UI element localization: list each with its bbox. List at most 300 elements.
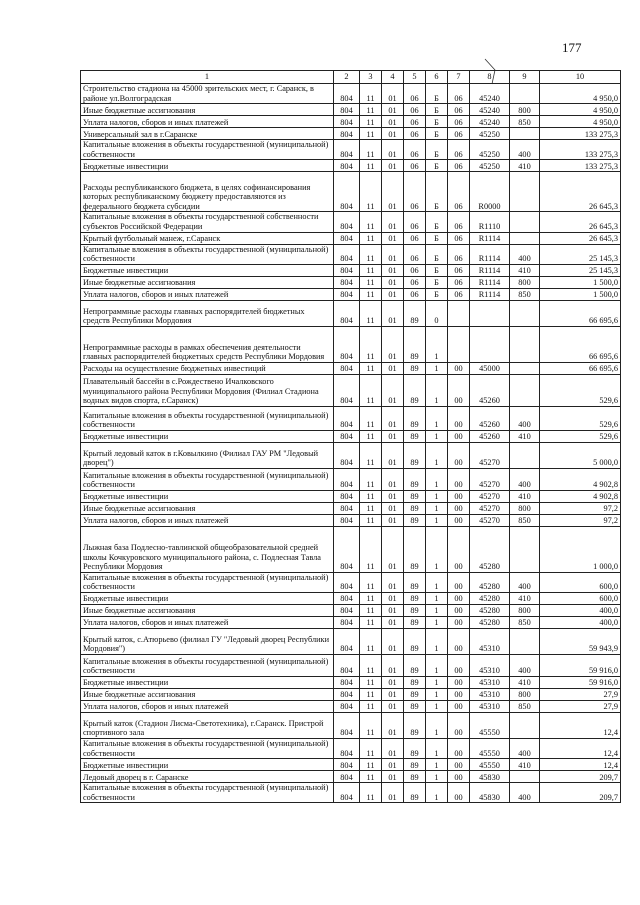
column-header: 7 xyxy=(448,71,470,84)
item-name-cell: Уплата налогов, сборов и иных платежей xyxy=(81,616,334,628)
table-row xyxy=(81,468,621,490)
table-row xyxy=(81,172,621,212)
item-name-cell: Иные бюджетные ассигнования xyxy=(81,502,334,514)
table-row xyxy=(81,140,621,160)
direction-code-cell: 45550 xyxy=(470,759,510,771)
event-code-cell: 00 xyxy=(448,616,470,628)
table-row xyxy=(81,244,621,264)
item-name-cell: Уплата налогов, сборов и иных платежей xyxy=(81,288,334,300)
section-code-cell: 11 xyxy=(360,406,382,430)
subsection-code-cell: 01 xyxy=(382,592,404,604)
direction-code-cell: 45310 xyxy=(470,688,510,700)
subsection-code-cell: 01 xyxy=(382,783,404,803)
amount-cell: 4 950,0 xyxy=(540,104,621,116)
direction-code-cell: R1114 xyxy=(470,276,510,288)
subsection-code-cell: 01 xyxy=(382,244,404,264)
subprogram-code-cell: 1 xyxy=(426,783,448,803)
event-code-cell: 06 xyxy=(448,288,470,300)
expense-type-cell xyxy=(510,172,540,212)
item-name-cell: Бюджетные инвестиции xyxy=(81,160,334,172)
amount-cell: 25 145,3 xyxy=(540,244,621,264)
column-header: 2 xyxy=(334,71,360,84)
amount-cell: 12,4 xyxy=(540,738,621,758)
subprogram-code-cell: 1 xyxy=(426,572,448,592)
program-code-cell: 89 xyxy=(404,712,426,738)
page-number: 177 xyxy=(562,40,582,55)
event-code-cell: 00 xyxy=(448,406,470,430)
item-name-cell: Капитальные вложения в объекты государственной (муниципальной) собственности xyxy=(81,738,334,758)
subsection-code-cell: 01 xyxy=(382,172,404,212)
expense-type-cell xyxy=(510,526,540,572)
subsection-code-cell: 01 xyxy=(382,490,404,502)
expense-type-cell: 400 xyxy=(510,783,540,803)
expense-type-cell: 850 xyxy=(510,616,540,628)
section-code-cell: 11 xyxy=(360,160,382,172)
subprogram-code-cell: 1 xyxy=(426,362,448,374)
subsection-code-cell: 01 xyxy=(382,759,404,771)
subsection-code-cell: 01 xyxy=(382,374,404,406)
table-row xyxy=(81,783,621,803)
section-code-cell: 11 xyxy=(360,700,382,712)
program-code-cell: 06 xyxy=(404,276,426,288)
subsection-code-cell: 01 xyxy=(382,628,404,654)
event-code-cell: 00 xyxy=(448,738,470,758)
item-name-cell: Уплата налогов, сборов и иных платежей xyxy=(81,116,334,128)
direction-code-cell: 45260 xyxy=(470,430,510,442)
ministry-code-cell: 804 xyxy=(334,104,360,116)
amount-cell: 133 275,3 xyxy=(540,128,621,140)
budget-table xyxy=(80,70,621,803)
ministry-code-cell: 804 xyxy=(334,232,360,244)
expense-type-cell: 400 xyxy=(510,244,540,264)
program-code-cell: 06 xyxy=(404,172,426,212)
ministry-code-cell: 804 xyxy=(334,442,360,468)
ministry-code-cell: 804 xyxy=(334,526,360,572)
program-code-cell: 89 xyxy=(404,430,426,442)
subprogram-code-cell: Б xyxy=(426,128,448,140)
section-code-cell: 11 xyxy=(360,84,382,104)
section-code-cell: 11 xyxy=(360,502,382,514)
amount-cell: 400,0 xyxy=(540,616,621,628)
ministry-code-cell: 804 xyxy=(334,738,360,758)
ministry-code-cell: 804 xyxy=(334,264,360,276)
table-header-row xyxy=(81,71,621,84)
event-code-cell: 00 xyxy=(448,490,470,502)
event-code-cell: 00 xyxy=(448,572,470,592)
program-code-cell: 89 xyxy=(404,514,426,526)
amount-cell: 27,9 xyxy=(540,700,621,712)
event-code-cell: 00 xyxy=(448,502,470,514)
program-code-cell: 89 xyxy=(404,374,426,406)
section-code-cell: 11 xyxy=(360,604,382,616)
subsection-code-cell: 01 xyxy=(382,442,404,468)
table-row xyxy=(81,738,621,758)
item-name-cell: Уплата налогов, сборов и иных платежей xyxy=(81,700,334,712)
section-code-cell: 11 xyxy=(360,759,382,771)
direction-code-cell: 45280 xyxy=(470,592,510,604)
subsection-code-cell: 01 xyxy=(382,514,404,526)
table-row xyxy=(81,688,621,700)
ministry-code-cell: 804 xyxy=(334,160,360,172)
subprogram-code-cell: Б xyxy=(426,84,448,104)
subsection-code-cell: 01 xyxy=(382,116,404,128)
direction-code-cell: R1114 xyxy=(470,232,510,244)
ministry-code-cell: 804 xyxy=(334,616,360,628)
expense-type-cell: 800 xyxy=(510,502,540,514)
section-code-cell: 11 xyxy=(360,264,382,276)
ministry-code-cell: 804 xyxy=(334,592,360,604)
program-code-cell: 06 xyxy=(404,116,426,128)
item-name-cell: Иные бюджетные ассигнования xyxy=(81,276,334,288)
amount-cell: 133 275,3 xyxy=(540,160,621,172)
amount-cell: 1 500,0 xyxy=(540,276,621,288)
section-code-cell: 11 xyxy=(360,244,382,264)
event-code-cell: 00 xyxy=(448,783,470,803)
item-name-cell: Бюджетные инвестиции xyxy=(81,430,334,442)
section-code-cell: 11 xyxy=(360,688,382,700)
direction-code-cell: 45270 xyxy=(470,442,510,468)
amount-cell: 4 902,8 xyxy=(540,490,621,502)
section-code-cell: 11 xyxy=(360,116,382,128)
expense-type-cell xyxy=(510,326,540,362)
subsection-code-cell: 01 xyxy=(382,300,404,326)
event-code-cell: 06 xyxy=(448,116,470,128)
program-code-cell: 89 xyxy=(404,572,426,592)
subprogram-code-cell: Б xyxy=(426,116,448,128)
table-row xyxy=(81,572,621,592)
program-code-cell: 89 xyxy=(404,616,426,628)
section-code-cell: 11 xyxy=(360,738,382,758)
section-code-cell: 11 xyxy=(360,628,382,654)
amount-cell: 97,2 xyxy=(540,514,621,526)
expense-type-cell: 800 xyxy=(510,604,540,616)
subprogram-code-cell: 1 xyxy=(426,468,448,490)
expense-type-cell: 410 xyxy=(510,490,540,502)
direction-code-cell: R1114 xyxy=(470,244,510,264)
section-code-cell: 11 xyxy=(360,288,382,300)
ministry-code-cell: 804 xyxy=(334,604,360,616)
subprogram-code-cell: 1 xyxy=(426,502,448,514)
direction-code-cell: 45270 xyxy=(470,468,510,490)
amount-cell: 529,6 xyxy=(540,406,621,430)
subprogram-code-cell: 1 xyxy=(426,654,448,676)
table-row xyxy=(81,759,621,771)
amount-cell: 59 943,9 xyxy=(540,628,621,654)
expense-type-cell xyxy=(510,374,540,406)
direction-code-cell: 45310 xyxy=(470,654,510,676)
expense-type-cell: 850 xyxy=(510,116,540,128)
item-name-cell: Расходы республиканского бюджета, в целях софинансирования которых республиканскому бюджету предоставляются из федерального бюджета субсидии xyxy=(81,172,334,212)
subprogram-code-cell: Б xyxy=(426,276,448,288)
amount-cell: 66 695,6 xyxy=(540,326,621,362)
section-code-cell: 11 xyxy=(360,490,382,502)
expense-type-cell xyxy=(510,232,540,244)
subprogram-code-cell: 1 xyxy=(426,688,448,700)
table-row xyxy=(81,676,621,688)
item-name-cell: Строительство стадиона на 45000 зрительских мест, г. Саранск, в районе ул.Волгоградская xyxy=(81,84,334,104)
direction-code-cell: 45270 xyxy=(470,490,510,502)
section-code-cell: 11 xyxy=(360,712,382,738)
ministry-code-cell: 804 xyxy=(334,288,360,300)
section-code-cell: 11 xyxy=(360,654,382,676)
program-code-cell: 89 xyxy=(404,442,426,468)
amount-cell: 529,6 xyxy=(540,430,621,442)
event-code-cell: 00 xyxy=(448,654,470,676)
program-code-cell: 89 xyxy=(404,676,426,688)
table-row xyxy=(81,592,621,604)
event-code-cell: 00 xyxy=(448,759,470,771)
direction-code-cell: 45280 xyxy=(470,604,510,616)
ministry-code-cell: 804 xyxy=(334,374,360,406)
event-code-cell: 06 xyxy=(448,84,470,104)
column-header: 1 xyxy=(81,71,334,84)
section-code-cell: 11 xyxy=(360,104,382,116)
direction-code-cell: 45270 xyxy=(470,502,510,514)
expense-type-cell: 410 xyxy=(510,592,540,604)
direction-code-cell: 45250 xyxy=(470,128,510,140)
subsection-code-cell: 01 xyxy=(382,84,404,104)
subprogram-code-cell: Б xyxy=(426,160,448,172)
section-code-cell: 11 xyxy=(360,276,382,288)
direction-code-cell: 45000 xyxy=(470,362,510,374)
program-code-cell: 89 xyxy=(404,502,426,514)
event-code-cell: 00 xyxy=(448,514,470,526)
table-row xyxy=(81,526,621,572)
subsection-code-cell: 01 xyxy=(382,712,404,738)
table-row xyxy=(81,628,621,654)
subsection-code-cell: 01 xyxy=(382,406,404,430)
event-code-cell: 06 xyxy=(448,264,470,276)
column-header: 9 xyxy=(510,71,540,84)
direction-code-cell: 45280 xyxy=(470,616,510,628)
event-code-cell: 06 xyxy=(448,128,470,140)
table-row xyxy=(81,654,621,676)
subsection-code-cell: 01 xyxy=(382,140,404,160)
table-body xyxy=(81,84,621,803)
expense-type-cell: 850 xyxy=(510,288,540,300)
ministry-code-cell: 804 xyxy=(334,771,360,783)
table-row xyxy=(81,406,621,430)
amount-cell: 26 645,3 xyxy=(540,212,621,232)
section-code-cell: 11 xyxy=(360,771,382,783)
program-code-cell: 89 xyxy=(404,771,426,783)
ministry-code-cell: 804 xyxy=(334,712,360,738)
event-code-cell: 06 xyxy=(448,160,470,172)
item-name-cell: Бюджетные инвестиции xyxy=(81,264,334,276)
table-row xyxy=(81,430,621,442)
expense-type-cell: 410 xyxy=(510,264,540,276)
event-code-cell: 06 xyxy=(448,172,470,212)
program-code-cell: 89 xyxy=(404,688,426,700)
subsection-code-cell: 01 xyxy=(382,616,404,628)
amount-cell: 4 902,8 xyxy=(540,468,621,490)
amount-cell: 27,9 xyxy=(540,688,621,700)
subprogram-code-cell: Б xyxy=(426,232,448,244)
direction-code-cell: 45240 xyxy=(470,116,510,128)
amount-cell: 97,2 xyxy=(540,502,621,514)
direction-code-cell: 45250 xyxy=(470,160,510,172)
program-code-cell: 89 xyxy=(404,490,426,502)
ministry-code-cell: 804 xyxy=(334,140,360,160)
subsection-code-cell: 01 xyxy=(382,264,404,276)
expense-type-cell xyxy=(510,771,540,783)
section-code-cell: 11 xyxy=(360,128,382,140)
table-row xyxy=(81,300,621,326)
item-name-cell: Иные бюджетные ассигнования xyxy=(81,604,334,616)
subsection-code-cell: 01 xyxy=(382,502,404,514)
expense-type-cell xyxy=(510,128,540,140)
ministry-code-cell: 804 xyxy=(334,172,360,212)
program-code-cell: 06 xyxy=(404,232,426,244)
section-code-cell: 11 xyxy=(360,468,382,490)
ministry-code-cell: 804 xyxy=(334,430,360,442)
program-code-cell: 06 xyxy=(404,288,426,300)
expense-type-cell: 400 xyxy=(510,738,540,758)
expense-type-cell: 400 xyxy=(510,654,540,676)
amount-cell: 400,0 xyxy=(540,604,621,616)
direction-code-cell xyxy=(470,300,510,326)
item-name-cell: Бюджетные инвестиции xyxy=(81,759,334,771)
subsection-code-cell: 01 xyxy=(382,676,404,688)
section-code-cell: 11 xyxy=(360,676,382,688)
event-code-cell: 00 xyxy=(448,676,470,688)
subprogram-code-cell: Б xyxy=(426,244,448,264)
event-code-cell: 00 xyxy=(448,526,470,572)
subprogram-code-cell: 1 xyxy=(426,628,448,654)
direction-code-cell: 45830 xyxy=(470,783,510,803)
ministry-code-cell: 804 xyxy=(334,759,360,771)
subprogram-code-cell: 1 xyxy=(426,676,448,688)
subprogram-code-cell: 1 xyxy=(426,490,448,502)
subsection-code-cell: 01 xyxy=(382,276,404,288)
direction-code-cell: 45240 xyxy=(470,104,510,116)
expense-type-cell: 800 xyxy=(510,276,540,288)
program-code-cell: 06 xyxy=(404,140,426,160)
section-code-cell: 11 xyxy=(360,232,382,244)
table-row xyxy=(81,362,621,374)
subprogram-code-cell: 1 xyxy=(426,374,448,406)
subsection-code-cell: 01 xyxy=(382,288,404,300)
program-code-cell: 89 xyxy=(404,759,426,771)
amount-cell: 133 275,3 xyxy=(540,140,621,160)
expense-type-cell xyxy=(510,300,540,326)
expense-type-cell xyxy=(510,84,540,104)
direction-code-cell: 45260 xyxy=(470,406,510,430)
item-name-cell: Крытый каток, с.Атюрьево (филиал ГУ "Ледовый дворец Республики Мордовия") xyxy=(81,628,334,654)
direction-code-cell: R1114 xyxy=(470,264,510,276)
ministry-code-cell: 804 xyxy=(334,783,360,803)
table-row xyxy=(81,128,621,140)
program-code-cell: 89 xyxy=(404,592,426,604)
section-code-cell: 11 xyxy=(360,783,382,803)
program-code-cell: 06 xyxy=(404,244,426,264)
table-row xyxy=(81,264,621,276)
table-row xyxy=(81,490,621,502)
event-code-cell: 00 xyxy=(448,374,470,406)
section-code-cell: 11 xyxy=(360,374,382,406)
table-row xyxy=(81,160,621,172)
subsection-code-cell: 01 xyxy=(382,604,404,616)
item-name-cell: Бюджетные инвестиции xyxy=(81,592,334,604)
ministry-code-cell: 804 xyxy=(334,628,360,654)
event-code-cell: 06 xyxy=(448,140,470,160)
amount-cell: 26 645,3 xyxy=(540,232,621,244)
event-code-cell: 00 xyxy=(448,604,470,616)
item-name-cell: Капитальные вложения в объекты государственной (муниципальной) собственности xyxy=(81,406,334,430)
subsection-code-cell: 01 xyxy=(382,104,404,116)
section-code-cell: 11 xyxy=(360,514,382,526)
subprogram-code-cell: 1 xyxy=(426,526,448,572)
subprogram-code-cell: 1 xyxy=(426,771,448,783)
subsection-code-cell: 01 xyxy=(382,654,404,676)
program-code-cell: 06 xyxy=(404,104,426,116)
subprogram-code-cell: 1 xyxy=(426,616,448,628)
event-code-cell: 00 xyxy=(448,430,470,442)
amount-cell: 209,7 xyxy=(540,783,621,803)
item-name-cell: Капитальные вложения в объекты государственной (муниципальной) собственности xyxy=(81,140,334,160)
direction-code-cell: R1114 xyxy=(470,288,510,300)
expense-type-cell: 850 xyxy=(510,700,540,712)
amount-cell: 66 695,6 xyxy=(540,300,621,326)
direction-code-cell: R1110 xyxy=(470,212,510,232)
amount-cell: 59 916,0 xyxy=(540,654,621,676)
subprogram-code-cell: Б xyxy=(426,104,448,116)
budget-table-container xyxy=(80,70,620,803)
column-header: 3 xyxy=(360,71,382,84)
ministry-code-cell: 804 xyxy=(334,362,360,374)
subprogram-code-cell: 1 xyxy=(426,514,448,526)
table-row xyxy=(81,442,621,468)
subprogram-code-cell: 1 xyxy=(426,759,448,771)
subprogram-code-cell: Б xyxy=(426,172,448,212)
subprogram-code-cell: 0 xyxy=(426,300,448,326)
amount-cell: 529,6 xyxy=(540,374,621,406)
program-code-cell: 89 xyxy=(404,362,426,374)
direction-code-cell: 45250 xyxy=(470,140,510,160)
program-code-cell: 89 xyxy=(404,406,426,430)
section-code-cell: 11 xyxy=(360,326,382,362)
expense-type-cell: 410 xyxy=(510,759,540,771)
subsection-code-cell: 01 xyxy=(382,738,404,758)
ministry-code-cell: 804 xyxy=(334,300,360,326)
ministry-code-cell: 804 xyxy=(334,654,360,676)
ministry-code-cell: 804 xyxy=(334,276,360,288)
section-code-cell: 11 xyxy=(360,572,382,592)
subsection-code-cell: 01 xyxy=(382,326,404,362)
table-row xyxy=(81,374,621,406)
ministry-code-cell: 804 xyxy=(334,244,360,264)
item-name-cell: Лыжная база Подлесно-тавлинской общеобразовательной средней школы Кочкуровского муниципального района, с. Подлесная Тавла Республики Мордовия xyxy=(81,526,334,572)
table-row xyxy=(81,514,621,526)
subsection-code-cell: 01 xyxy=(382,526,404,572)
ministry-code-cell: 804 xyxy=(334,406,360,430)
table-row xyxy=(81,616,621,628)
subsection-code-cell: 01 xyxy=(382,128,404,140)
direction-code-cell xyxy=(470,326,510,362)
subprogram-code-cell: 1 xyxy=(426,406,448,430)
program-code-cell: 06 xyxy=(404,212,426,232)
amount-cell: 12,4 xyxy=(540,759,621,771)
column-header: 8 xyxy=(470,71,510,84)
table-row xyxy=(81,276,621,288)
direction-code-cell: 45310 xyxy=(470,676,510,688)
item-name-cell: Капитальные вложения в объекты государственной (муниципальной) собственности xyxy=(81,654,334,676)
table-row xyxy=(81,104,621,116)
program-code-cell: 89 xyxy=(404,468,426,490)
event-code-cell: 00 xyxy=(448,362,470,374)
ministry-code-cell: 804 xyxy=(334,514,360,526)
amount-cell: 12,4 xyxy=(540,712,621,738)
